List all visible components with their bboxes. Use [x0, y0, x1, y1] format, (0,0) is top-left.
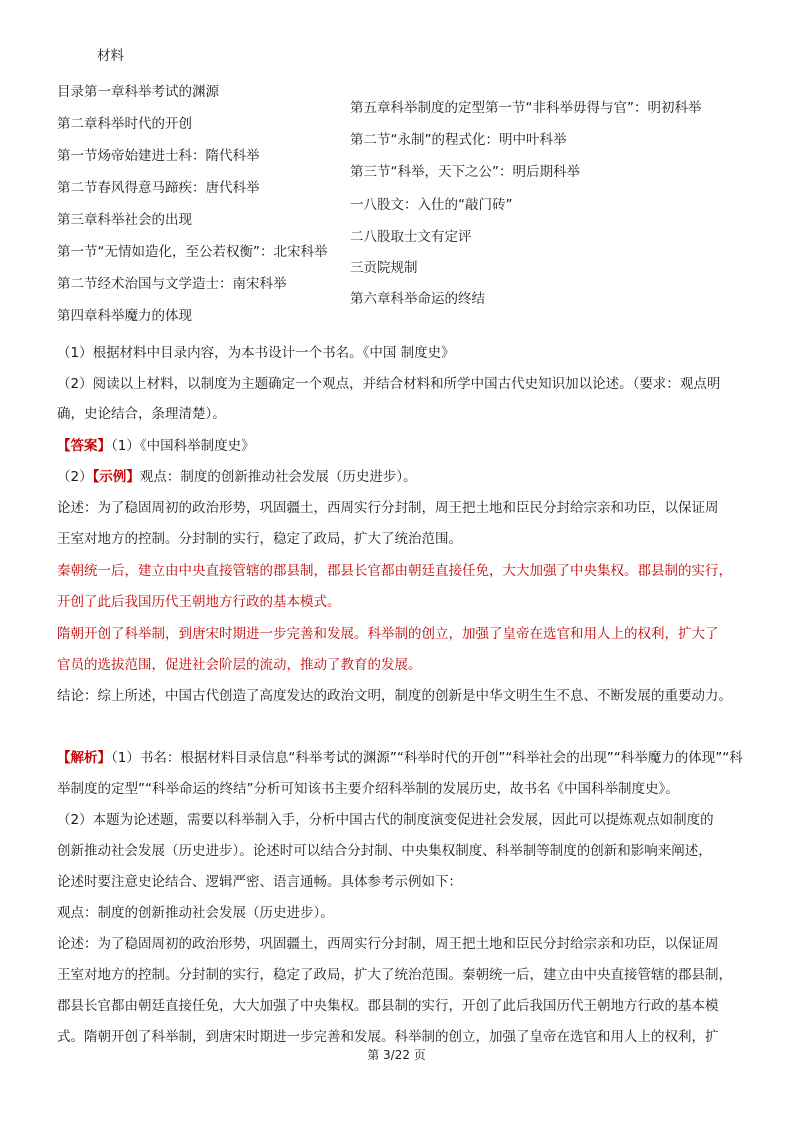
answer-para-1: 王室对地方的控制。分封制的实行，稳定了政局，扩大了统治范围。 [57, 531, 462, 547]
toc-right-item: 第三节“科举，天下之公”：明后期科举 [350, 164, 580, 180]
answer-tag: 【答案】 [57, 438, 111, 454]
analysis-line: 观点：制度的创新推动社会发展（历史进步）。 [57, 905, 334, 921]
toc-left-item: 目录第一章科举考试的渊源 [57, 84, 219, 100]
answer-line-1 [57, 434, 255, 454]
analysis-line: 创新推动社会发展（历史进步）。论述时可以结合分封制、中央集权制度、科举制等制度的创新和影响来阐述， [57, 843, 712, 859]
toc-left-item: 第二节经术治国与文学造士：南宋科举 [57, 276, 287, 292]
analysis-line [57, 746, 743, 766]
answer-para-3: 隋朝开创了科举制，到唐宋时期进一步完善和发展。科举制的创立，加强了皇帝在选官和用人上的权利，扩大了 [57, 626, 719, 642]
toc-right-item: 第五章科举制度的定型第一节“非科举毋得与官”：明初科举 [350, 100, 702, 116]
toc-right-item: 一八股文：入仕的“敲门砖” [350, 197, 513, 213]
analysis-line: 举制度的定型”“科举命运的终结”分析可知该书主要介绍科举制的发展历史，故书名《中国科举制度史》。 [57, 781, 679, 797]
answer-para-2: 开创了此后我国历代王朝地方行政的基本模式。 [57, 594, 341, 610]
toc-right-item: 第六章科举命运的终结 [350, 291, 485, 307]
analysis-line: 论述时要注意史论结合、逻辑严密、语言通畅。具体参考示例如下： [57, 874, 462, 890]
toc-left-item: 第三章科举社会的出现 [57, 212, 192, 228]
toc-left-item: 第二章科举时代的开创 [57, 116, 192, 132]
question-1: （1）根据材料中目录内容，为本书设计一个书名。《中国 制度史》 [57, 345, 455, 361]
answer-para-1: 论述：为了稳固周初的政治形势，巩固疆土，西周实行分封制，周王把土地和臣民分封给宗亲和功臣，以保证周 [57, 500, 719, 516]
analysis-line-text: （1）书名：根据材料目录信息“科举考试的渊源”“科举时代的开创”“科举社会的出现”“科举魔力的体现”“科 [111, 750, 743, 766]
answer-para-2: 秦朝统一后，建立由中央直接管辖的郡县制，郡县长官都由朝廷直接任免，大大加强了中央集权。郡县制的实行， [57, 563, 732, 579]
analysis-line: 论述：为了稳固周初的政治形势，巩固疆土，西周实行分封制，周王把土地和臣民分封给宗亲和功臣，以保证周 [57, 936, 719, 952]
toc-left-item: 第二节春风得意马蹄疾：唐代科举 [57, 180, 260, 196]
analysis-line: 王室对地方的控制。分封制的实行，稳定了政局，扩大了统治范围。秦朝统一后，建立由中央直接管辖的郡县制， [57, 967, 732, 983]
toc-left-item: 第四章科举魔力的体现 [57, 308, 192, 324]
analysis-tag: 【解析】 [57, 750, 111, 766]
analysis-line: 郡县长官都由朝廷直接任免，大大加强了中央集权。郡县制的实行，开创了此后我国历代王朝地方行政的基本模 [57, 998, 719, 1014]
answer-part-1: （1）《中国科举制度史》 [111, 438, 255, 454]
answer-conclusion: 结论：综上所述，中国古代创造了高度发达的政治文明，制度的创新是中华文明生生不息、不断发展的重要动力。 [57, 688, 732, 704]
answer-viewpoint: 观点：制度的创新推动社会发展（历史进步）。 [139, 469, 417, 485]
analysis-line: （2）本题为论述题，需要以科举制入手，分析中国古代的制度演变促进社会发展，因此可以提炼观点如制度的 [57, 812, 714, 828]
answer-para-3: 官员的选拔范围，促进社会阶层的流动，推动了教育的发展。 [57, 657, 422, 673]
toc-left-item: 第一节“无情如造化，至公若权衡”：北宋科举 [57, 244, 328, 260]
toc-left-item: 第一节炀帝始建进士科：隋代科举 [57, 148, 260, 164]
toc-right-item: 第二节“永制”的程式化：明中叶科举 [350, 132, 567, 148]
page-number: 第 3/22 页 [367, 1048, 426, 1062]
material-title: 材料 [97, 48, 124, 64]
example-tag: 【示例】 [92, 469, 140, 485]
answer-line-2 [57, 465, 417, 485]
answer-part-2-prefix: （2） [57, 469, 93, 485]
toc-right-item: 二八股取士文有定评 [350, 229, 472, 245]
analysis-line: 式。隋朝开创了科举制，到唐宋时期进一步完善和发展。科举制的创立，加强了皇帝在选官和用人上的权利，扩 [57, 1029, 719, 1045]
question-2: （2）阅读以上材料，以制度为主题确定一个观点，并结合材料和所学中国古代史知识加以论述。（要求：观点明 [57, 376, 721, 392]
toc-right-item: 三贡院规制 [350, 260, 418, 276]
question-2-cont: 确，史论结合，条理清楚）。 [57, 406, 226, 422]
